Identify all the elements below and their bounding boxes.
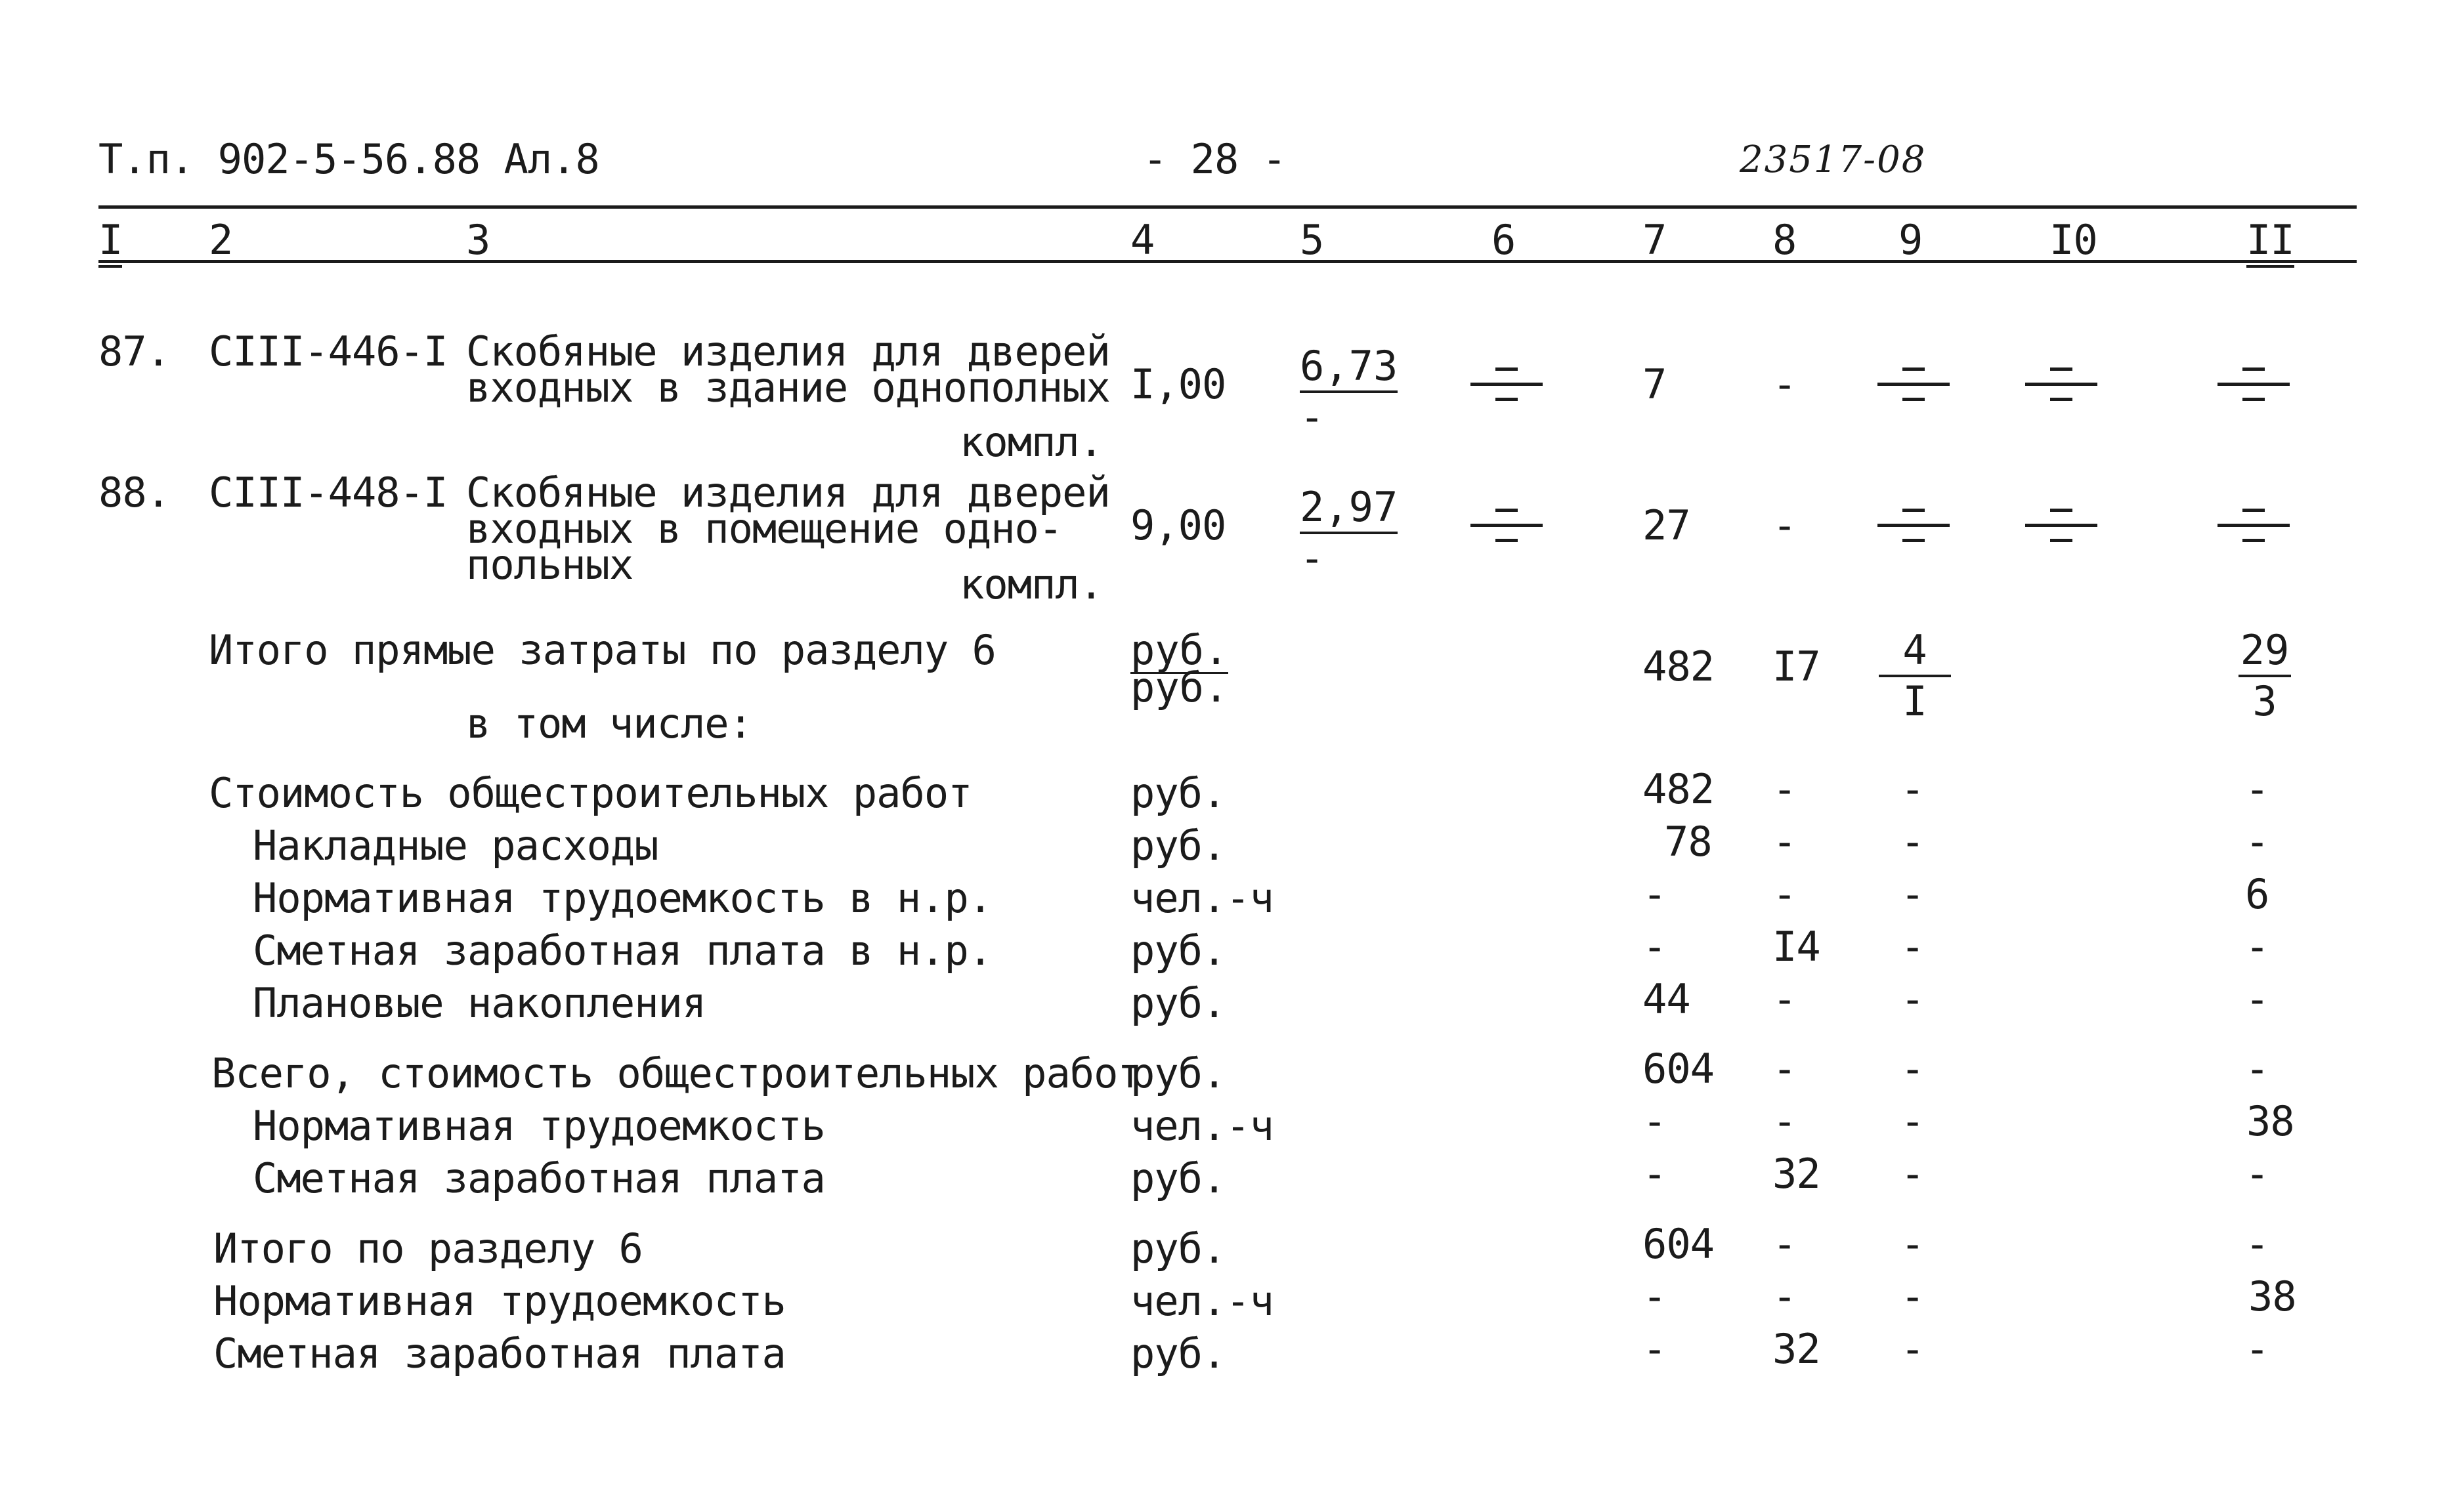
block3-row2-c9: - xyxy=(1900,1272,1925,1320)
block2-row1-unit: руб. xyxy=(1130,1049,1226,1097)
subtotal-c7: 482 xyxy=(1642,642,1714,690)
block1-row1-label: Стоимость общестроительных работ xyxy=(209,769,972,817)
row-87-qty: I,00 xyxy=(1130,360,1226,408)
block1-row4-c9: - xyxy=(1900,923,1925,971)
block2-row2-c11: 38 xyxy=(2246,1097,2294,1145)
col-1-label: I xyxy=(98,216,122,268)
row-88-desc-2: входных в помещение одно- xyxy=(466,505,1063,553)
row-88-unit: компл. xyxy=(960,560,1103,608)
row-88-desc-3: польных xyxy=(466,541,633,589)
block1-row5-c8: - xyxy=(1772,975,1797,1023)
block2-row3-c9: - xyxy=(1900,1150,1925,1198)
subtotal-c11-num: 29 xyxy=(2238,630,2291,677)
block1-row1-c8: - xyxy=(1772,765,1797,813)
col-3-label: 3 xyxy=(466,216,490,264)
row-88-price-value: 2,97 xyxy=(1300,487,1398,534)
block3-row3-c11: - xyxy=(2245,1325,2269,1373)
block3-row3-c9: - xyxy=(1900,1325,1925,1373)
block2-row2-c9: - xyxy=(1900,1097,1925,1145)
block1-row3-c9: - xyxy=(1900,870,1925,918)
block3-row1-c11: - xyxy=(2245,1220,2269,1268)
col-3 xyxy=(466,216,490,264)
subtotal-c11 xyxy=(2238,626,2291,725)
col-9 xyxy=(1898,216,1923,264)
row-88-c11-dash xyxy=(2217,502,2290,548)
block3-row1-c7: 604 xyxy=(1642,1220,1714,1268)
row-87-unit: компл. xyxy=(960,418,1103,466)
block1-row4-c7: - xyxy=(1642,923,1667,971)
subtotal-unit xyxy=(1130,626,1229,711)
block2-row1-label: Всего, стоимость общестроительных работ xyxy=(211,1049,1142,1097)
row-88-qty: 9,00 xyxy=(1130,501,1226,549)
block3-row2-c11: 38 xyxy=(2248,1272,2296,1320)
block3-row1-c8: - xyxy=(1772,1220,1797,1268)
row-88-number: 88. xyxy=(98,469,170,516)
block3-row2-c8: - xyxy=(1772,1272,1797,1320)
row-87-price-den: - xyxy=(1300,393,1325,441)
col-8-label: 8 xyxy=(1772,216,1797,264)
block1-row1-c11: - xyxy=(2245,765,2269,813)
subtotal-unit-num: руб. xyxy=(1130,626,1229,674)
block2-row3-c7: - xyxy=(1642,1150,1667,1198)
block1-row3-c8: - xyxy=(1772,870,1797,918)
block3-row3-unit: руб. xyxy=(1130,1330,1226,1377)
col-4 xyxy=(1130,216,1155,264)
block1-row4-c11: - xyxy=(2245,923,2269,971)
col-11-label: II xyxy=(2246,216,2294,268)
block2-row2-c8: - xyxy=(1772,1097,1797,1145)
block3-row1-label: Итого по разделу 6 xyxy=(213,1225,643,1272)
row-88-price-den: - xyxy=(1300,534,1325,582)
row-88-c10-dash xyxy=(2025,502,2097,548)
block2-row3-c8: 32 xyxy=(1772,1150,1820,1198)
block1-row2-c7: 78 xyxy=(1664,818,1712,866)
col-2-label: 2 xyxy=(209,216,233,264)
subtotal-c8: I7 xyxy=(1772,642,1820,690)
col-8 xyxy=(1772,216,1797,264)
col-10-label: I0 xyxy=(2049,216,2097,264)
block3-row3-c8: 32 xyxy=(1772,1325,1820,1373)
row-87-price xyxy=(1300,342,1398,441)
col-7 xyxy=(1642,216,1667,264)
block1-row3-c7: - xyxy=(1642,870,1667,918)
row-87-c11-dash xyxy=(2217,361,2290,407)
col-7-label: 7 xyxy=(1642,216,1667,264)
row-87-desc-2: входных в здание однополных xyxy=(466,364,1110,411)
block3-row3-label: Сметная заработная плата xyxy=(213,1330,786,1377)
subtotal-c9 xyxy=(1879,626,1951,725)
block2-row1-c7: 604 xyxy=(1642,1045,1714,1093)
row-88-c8: - xyxy=(1772,501,1797,549)
row-88-code: СIII-448-I xyxy=(209,469,448,516)
subtotal-c11-den: 3 xyxy=(2252,677,2277,725)
row-87-code: СIII-446-I xyxy=(209,327,448,375)
block3-row2-label: Нормативная трудоемкость xyxy=(213,1277,786,1325)
block3-row2-unit: чел.-ч xyxy=(1130,1277,1274,1325)
block1-row5-label: Плановые накопления xyxy=(253,979,706,1027)
block2-row3-label: Сметная заработная плата xyxy=(253,1154,825,1202)
row-87-c9-dash xyxy=(1877,361,1950,407)
subtotal-c9-num: 4 xyxy=(1879,630,1951,677)
block1-row5-unit: руб. xyxy=(1130,979,1226,1027)
doc-reference: Т.п. 902-5-56.88 Ал.8 xyxy=(98,135,599,183)
block2-row3-c11: - xyxy=(2245,1150,2269,1198)
block1-row3-label: Нормативная трудоемкость в н.р. xyxy=(253,874,993,922)
block2-row2-c7: - xyxy=(1642,1097,1667,1145)
subtotal-c9-den: I xyxy=(1902,677,1927,725)
col-11 xyxy=(2246,216,2294,264)
block2-row1-c11: - xyxy=(2245,1045,2269,1093)
subtotal-unit-den: руб. xyxy=(1130,663,1229,711)
header-bottom-rule xyxy=(98,260,2357,263)
block1-row3-unit: чел.-ч xyxy=(1130,874,1274,922)
col-1 xyxy=(98,216,123,264)
row-88-c9-dash xyxy=(1877,502,1950,548)
page-number-text: - 28 - xyxy=(1143,135,1286,183)
document-code: 23517-08 xyxy=(1740,138,1927,181)
block3-row3-c7: - xyxy=(1642,1325,1667,1373)
block1-row5-c7: 44 xyxy=(1642,975,1690,1023)
block1-row3-c11: 6 xyxy=(2245,870,2269,918)
block2-row1-c8: - xyxy=(1772,1045,1797,1093)
block1-row2-c11: - xyxy=(2245,818,2269,866)
col-2 xyxy=(209,216,233,264)
block1-row5-c11: - xyxy=(2245,975,2269,1023)
row-88-c7: 27 xyxy=(1642,501,1690,549)
row-87-c8: - xyxy=(1772,360,1797,408)
block1-row2-unit: руб. xyxy=(1130,822,1226,870)
block1-row1-c7: 482 xyxy=(1642,765,1714,813)
block3-row1-c9: - xyxy=(1900,1220,1925,1268)
page-number xyxy=(1143,135,1358,183)
block1-row1-unit: руб. xyxy=(1130,769,1226,817)
col-6 xyxy=(1491,216,1516,264)
block1-row2-label: Накладные расходы xyxy=(253,822,658,870)
block1-row4-unit: руб. xyxy=(1130,927,1226,975)
col-10 xyxy=(2049,216,2097,264)
row-87-number: 87. xyxy=(98,327,170,375)
col-4-label: 4 xyxy=(1130,216,1155,264)
row-87-c6-dash xyxy=(1470,361,1543,407)
row-87-c10-dash xyxy=(2025,361,2097,407)
block3-row1-unit: руб. xyxy=(1130,1225,1226,1272)
row-87-price-value: 6,73 xyxy=(1300,346,1398,393)
block1-row5-c9: - xyxy=(1900,975,1925,1023)
row-87-c7: 7 xyxy=(1642,360,1667,408)
including-label: в том числе: xyxy=(466,700,752,747)
block1-row1-c9: - xyxy=(1900,765,1925,813)
col-5-label: 5 xyxy=(1300,216,1324,264)
col-6-label: 6 xyxy=(1491,216,1516,264)
block2-row2-unit: чел.-ч xyxy=(1130,1102,1274,1150)
block1-row2-c8: - xyxy=(1772,818,1797,866)
block3-row2-c7: - xyxy=(1642,1272,1667,1320)
block1-row2-c9: - xyxy=(1900,818,1925,866)
block2-row2-label: Нормативная трудоемкость xyxy=(253,1102,825,1150)
block1-row4-c8: I4 xyxy=(1772,923,1820,971)
block1-row4-label: Сметная заработная плата в н.р. xyxy=(253,927,993,975)
row-88-desc-1: Скобяные изделия для дверей xyxy=(466,469,1110,516)
col-5 xyxy=(1300,216,1324,264)
block2-row1-c9: - xyxy=(1900,1045,1925,1093)
row-88-c6-dash xyxy=(1470,502,1543,548)
row-87-desc-1: Скобяные изделия для дверей xyxy=(466,327,1110,375)
col-9-label: 9 xyxy=(1898,216,1923,264)
top-rule xyxy=(98,205,2357,209)
subtotal-label: Итого прямые затраты по разделу 6 xyxy=(209,626,996,674)
row-88-price xyxy=(1300,483,1398,582)
block2-row3-unit: руб. xyxy=(1130,1154,1226,1202)
